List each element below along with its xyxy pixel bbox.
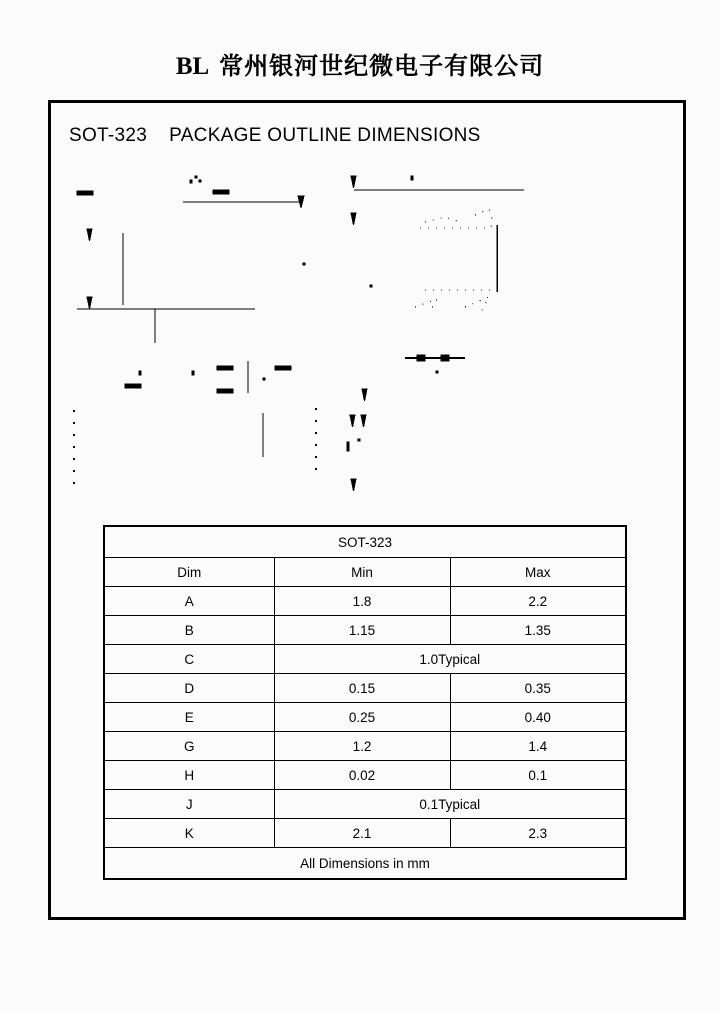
arrowhead-right-cluster-mid-a (350, 415, 355, 427)
cell-merged-value: 0.1Typical (274, 790, 626, 819)
table-title-row (104, 526, 626, 558)
arrowhead-top-left-tick (213, 190, 229, 194)
table-row (104, 616, 626, 645)
table-row (104, 674, 626, 703)
arrowhead-right-cluster-top (362, 389, 367, 401)
tick-marks-top (190, 176, 201, 183)
cell-dim: E (104, 703, 274, 732)
cell-max: 0.35 (450, 674, 626, 703)
cell-max: 1.35 (450, 616, 626, 645)
arrowhead-lower-left (125, 384, 141, 388)
package-name-label: SOT-323 (69, 125, 148, 146)
cell-dim: H (104, 761, 274, 790)
cell-min: 2.1 (274, 819, 450, 848)
company-name-chinese: 常州银河世纪微电子有限公司 (219, 52, 545, 80)
cell-dim: K (104, 819, 274, 848)
table-footer-note: All Dimensions in mm (104, 848, 626, 880)
arrowhead-top-far-left (77, 191, 93, 195)
table-row (104, 761, 626, 790)
cell-max: 0.40 (450, 703, 626, 732)
dot-right-cluster (358, 439, 360, 441)
cell-dim: D (104, 674, 274, 703)
stray-dot-right-mid (370, 285, 372, 287)
table-row (104, 587, 626, 616)
cell-max: 1.4 (450, 732, 626, 761)
dimensions-table (103, 525, 627, 880)
cell-min: 0.02 (274, 761, 450, 790)
package-outline-drawing (65, 165, 671, 515)
arrowhead-pitch-right (441, 355, 449, 361)
cell-min: 1.8 (274, 587, 450, 616)
cell-max: 2.2 (450, 587, 626, 616)
stray-tick-lower-left (139, 371, 141, 375)
stray-dot-center (303, 263, 305, 265)
tick-right-cluster (347, 442, 349, 451)
brand-logo-text: BL (175, 53, 210, 80)
cell-min: 0.25 (274, 703, 450, 732)
section-title-label: PACKAGE OUTLINE DIMENSIONS (169, 125, 481, 146)
table-row (104, 790, 626, 819)
column-header-dim: Dim (104, 558, 274, 587)
cell-dim: G (104, 732, 274, 761)
cell-min: 0.15 (274, 674, 450, 703)
cell-dim: B (104, 616, 274, 645)
cell-dim: A (104, 587, 274, 616)
table-row (104, 732, 626, 761)
cell-merged-value: 1.0Typical (274, 645, 626, 674)
table-header-row (104, 558, 626, 587)
tick-upper-center-small (192, 371, 194, 375)
cell-dim: J (104, 790, 274, 819)
arrowhead-lower-mid-right (275, 366, 291, 370)
cell-min: 1.15 (274, 616, 450, 645)
arrowhead-right-cluster-bottom (351, 479, 356, 491)
stray-tick-upper-right (411, 176, 413, 180)
company-header (0, 46, 720, 81)
table-title-cell: SOT-323 (104, 526, 626, 558)
cell-dim: C (104, 645, 274, 674)
arrowhead-left-upper (87, 229, 92, 241)
section-title (69, 125, 481, 147)
arrowhead-right-cluster-mid-b (361, 415, 366, 427)
column-header-max: Max (450, 558, 626, 587)
cell-max: 2.3 (450, 819, 626, 848)
column-header-min: Min (274, 558, 450, 587)
drawing-sheet-frame (48, 100, 686, 920)
cell-min: 1.2 (274, 732, 450, 761)
package-body-outline (415, 209, 495, 312)
table-row (104, 703, 626, 732)
arrowhead-left-lower (87, 297, 92, 309)
arrowhead-lower-mid-left (217, 366, 233, 370)
tick-below-pitch (436, 371, 438, 373)
arrowhead-pitch-left (417, 355, 425, 361)
table-row (104, 645, 626, 674)
arrowhead-right-top (351, 176, 356, 188)
table-row (104, 819, 626, 848)
arrowhead-lower-mid-low (217, 389, 233, 393)
tick-lower-centre (263, 378, 265, 380)
arrowhead-right-upper (351, 213, 356, 225)
table-footer-row (104, 848, 626, 880)
cell-max: 0.1 (450, 761, 626, 790)
